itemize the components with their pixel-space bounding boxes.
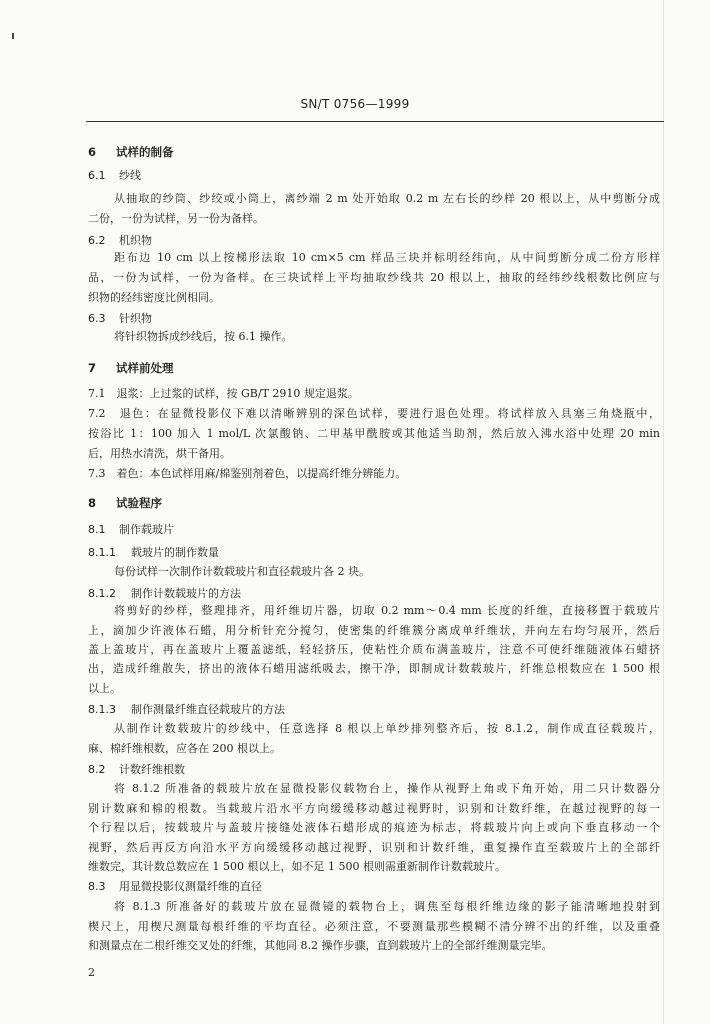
para-8-3-line: 和测量点在二根纤维交叉处的纤维，其他同 8.2 操作步骤，直到载玻片上的全部纤维测量完毕。 bbox=[88, 939, 553, 952]
page-number: 2 bbox=[88, 966, 95, 979]
para-8-2-line: 别计数麻和棉的根数。当载玻片沿水平方向缓缓移动越过视野时，识别和计数纤维，在越过视野的每一 bbox=[88, 802, 660, 815]
header-rule bbox=[86, 121, 664, 122]
para-6-3-line: 将针织物拆成纱线后，按 6.1 操作。 bbox=[114, 330, 293, 343]
para-8-2-line: 将 8.1.2 所准备的载玻片放在显微投影仪载物台上，操作从视野上角或下角开始，用二只计数器分 bbox=[114, 782, 660, 795]
para-8-1-2-line: 以上。 bbox=[88, 682, 121, 695]
section-8-1-3-heading: 8.1.3 制作测量纤维直径载玻片的方法 bbox=[88, 703, 285, 716]
section-8-1-heading: 8.1 制作载玻片 bbox=[88, 523, 174, 536]
para-7-2-line: 7.2 退色：在显微投影仪下难以清晰辨别的深色试样，要进行退色处理。将试样放入具塞三角烧瓶中， bbox=[88, 407, 660, 420]
para-6-1-line: 二份，一份为试样，另一份为备样。 bbox=[88, 212, 264, 225]
section-7-heading: 7 试样前处理 bbox=[88, 361, 174, 375]
para-7-2-line: 后，用热水清洗，烘干备用。 bbox=[88, 447, 231, 460]
scan-mark bbox=[12, 33, 14, 39]
page-header: SN/T 0756—1999 bbox=[300, 97, 410, 111]
para-8-2-line: 个行程以后，按载玻片与盖玻片接缝处液体石蜡形成的痕迹为标志，将载玻片向上或向下垂直移动一个 bbox=[88, 821, 660, 834]
para-8-3-line: 将 8.1.3 所准备好的载玻片放在显微镜的载物台上，调焦至每根纤维边缘的影子能清晰地投射到 bbox=[114, 900, 660, 913]
para-7-2-line: 按浴比 1：100 加入 1 mol/L 次氯酸钠、二甲基甲酰胺或其他适当助剂，然后放入沸水浴中处理 20 min bbox=[88, 427, 660, 440]
section-8-1-1-heading: 8.1.1 载玻片的制作数量 bbox=[88, 546, 219, 559]
para-6-2-line: 织物的经纬密度比例相同。 bbox=[88, 291, 220, 304]
section-8-3-heading: 8.3 用显微投影仪测量纤维的直径 bbox=[88, 880, 262, 893]
para-7-3-line: 7.3 着色：本色试样用麻/棉鉴别剂着色，以提高纤维分辨能力。 bbox=[88, 467, 407, 480]
para-8-1-2-line: 上，滴加少许液体石蜡，用分析针充分搅匀，使密集的纤维簇分离成单纤维状，并向左右均匀展开，然后 bbox=[88, 624, 660, 637]
para-6-1-line: 从抽取的纱筒、纱绞或小筒上，离纱端 2 m 处开始取 0.2 m 左右长的纱样 20 根以上，从中剪断分成 bbox=[114, 192, 660, 205]
section-8-heading: 8 试验程序 bbox=[88, 496, 163, 510]
section-8-2-heading: 8.2 计数纤维根数 bbox=[88, 763, 185, 776]
para-6-2-line: 距布边 10 cm 以上按梯形法取 10 cm×5 cm 样品三块并标明经纬向，从中间剪断分成二份方形样 bbox=[114, 251, 660, 264]
para-8-1-2-line: 将剪好的纱样，整理排齐，用纤维切片器，切取 0.2 mm～0.4 mm 长度的纤维，直接移置于载玻片 bbox=[114, 604, 660, 617]
para-8-3-line: 楔尺上，用楔尺测量每根纤维的平均直径。必须注意，不要测量那些模糊不清分辨不出的纤维，以及重叠 bbox=[88, 920, 660, 933]
para-8-1-2-line: 出，造成纤维散失，挤出的液体石蜡用滤纸吸去，擦干净，即制成计数载玻片，纤维总根数应在 1 500 根 bbox=[88, 662, 660, 675]
scan-edge bbox=[663, 0, 664, 1024]
section-6-heading: 6 试样的制备 bbox=[88, 145, 174, 159]
para-8-2-line: 视野，然后再反方向沿水平方向缓缓移动越过视野，识别和计数纤维，重复操作直至载玻片上的全部纤 bbox=[88, 841, 660, 854]
para-8-2-line: 维数完，其计数总数应在 1 500 根以上，如不足 1 500 根则需重新制作计数载玻片。 bbox=[88, 860, 506, 873]
section-6-1-heading: 6.1 纱线 bbox=[88, 169, 141, 182]
para-8-1-2-line: 盖上盖玻片，再在盖玻片上覆盖滤纸，轻轻挤压，使粘性介质布满盖玻片，注意不可使纤维随液体石蜡挤 bbox=[88, 643, 660, 656]
section-8-1-2-heading: 8.1.2 制作计数载玻片的方法 bbox=[88, 587, 241, 600]
para-7-1-line: 7.1 退浆：上过浆的试样，按 GB/T 2910 规定退浆。 bbox=[88, 387, 359, 400]
section-6-2-heading: 6.2 机织物 bbox=[88, 234, 152, 247]
para-8-1-3-line: 麻、棉纤维根数，应各在 200 根以上。 bbox=[88, 742, 281, 755]
para-8-1-1-line: 每份试样一次制作计数载玻片和直径载玻片各 2 块。 bbox=[114, 565, 370, 578]
para-8-1-3-line: 从制作计数载玻片的纱线中，任意选择 8 根以上单纱排列整齐后，按 8.1.2，制作成直径载玻片， bbox=[114, 722, 660, 735]
para-6-2-line: 品，一份为试样，一份为备样。在三块试样上平均抽取纱线共 20 根以上，抽取的经纬纱线根数比例应与 bbox=[88, 271, 660, 284]
section-6-3-heading: 6.3 针织物 bbox=[88, 312, 152, 325]
